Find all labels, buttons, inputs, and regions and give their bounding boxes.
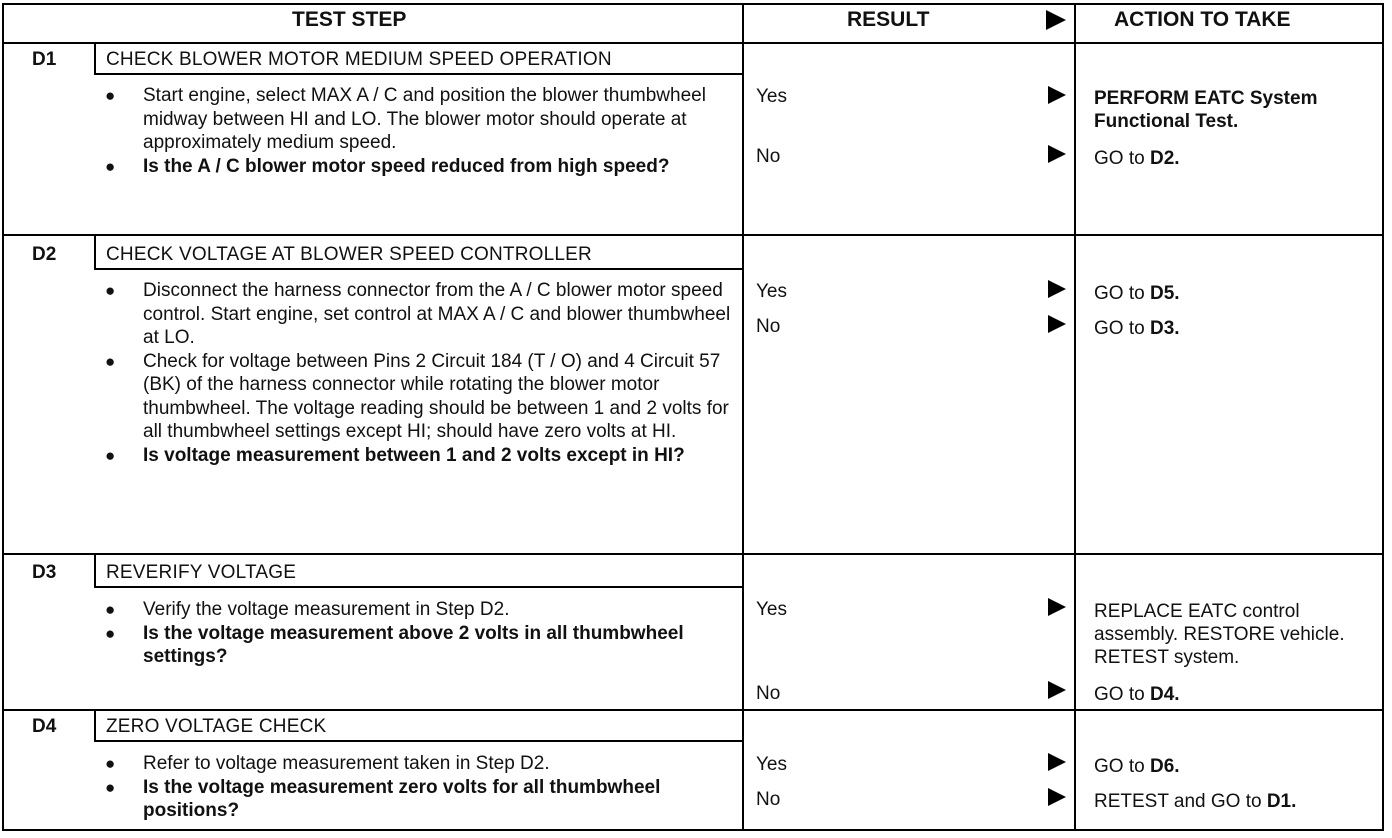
instruction-text: Verify the voltage measurement in Step D2. [143, 599, 510, 620]
arrow-icon [1048, 598, 1066, 616]
arrow-icon [1048, 315, 1066, 333]
step-code: D2 [32, 244, 57, 265]
bullet-icon: ● [105, 754, 116, 773]
result-no: No [756, 146, 781, 167]
step-title: CHECK BLOWER MOTOR MEDIUM SPEED OPERATION [106, 49, 612, 70]
step-instructions [104, 752, 744, 823]
arrow-icon [1048, 788, 1066, 806]
bullet-icon: ● [105, 445, 116, 465]
header-arrow-icon [1046, 10, 1066, 30]
bullet-icon: ● [105, 281, 116, 300]
action-text: GO to D4. [1094, 684, 1180, 705]
arrow-icon [1048, 86, 1066, 104]
header-action: ACTION TO TAKE [1114, 8, 1291, 31]
action-text: GO to D5. [1094, 283, 1180, 304]
bullet-icon: ● [105, 623, 116, 643]
bullet-icon: ● [105, 156, 116, 176]
result-no: No [756, 789, 781, 810]
bullet-icon: ● [105, 351, 116, 371]
header-test-step: TEST STEP [292, 8, 407, 31]
action-text: GO to D3. [1094, 318, 1180, 339]
arrow-icon [1048, 145, 1066, 163]
result-yes: Yes [756, 281, 787, 302]
step-instructions [104, 598, 744, 669]
step-title: ZERO VOLTAGE CHECK [106, 716, 327, 737]
arrow-icon [1048, 681, 1066, 699]
step-title: CHECK VOLTAGE AT BLOWER SPEED CONTROLLER [106, 244, 592, 265]
instruction-text: Refer to voltage measurement taken in Step D2. [143, 753, 550, 774]
question-text: Is the voltage measurement above 2 volts in all thumbwheel settings? [143, 622, 684, 667]
step-code: D1 [32, 49, 57, 70]
step-code: D3 [32, 562, 57, 583]
step-title: REVERIFY VOLTAGE [106, 562, 297, 583]
result-yes: Yes [756, 86, 787, 107]
step-instructions [104, 279, 744, 467]
action-text: GO to D6. [1094, 756, 1180, 777]
bullet-icon: ● [105, 86, 116, 105]
action-text: RETEST and GO to D1. [1094, 791, 1297, 812]
question-text: Is the voltage measurement zero volts for all thumbwheel positions? [143, 776, 661, 821]
instruction-text: Check for voltage between Pins 2 Circuit 184 (T / O) and 4 Circuit 57 (BK) of the harness connector while rotating the blower motor thumbwheel. The voltage reading should be between 1 and 2 volts for all thumbwheel settings except HI; should have zero volts at HI. [143, 350, 729, 442]
result-no: No [756, 683, 781, 704]
step-code: D4 [32, 716, 57, 737]
result-yes: Yes [756, 754, 787, 775]
header-result: RESULT [847, 8, 930, 31]
instruction-text: Disconnect the harness connector from the A / C blower motor speed control. Start engine, set control at MAX A / C and blower thumbwheel at LO. [143, 280, 731, 348]
action-text: PERFORM EATC System Functional Test. [1094, 88, 1318, 132]
step-instructions [104, 84, 744, 178]
question-text: Is voltage measurement between 1 and 2 volts except in HI? [143, 444, 685, 466]
result-yes: Yes [756, 599, 787, 620]
action-text: GO to D2. [1094, 148, 1180, 169]
arrow-icon [1048, 280, 1066, 298]
bullet-icon: ● [105, 777, 116, 797]
arrow-icon [1048, 753, 1066, 771]
question-text: Is the A / C blower motor speed reduced from high speed? [143, 155, 670, 177]
instruction-text: Start engine, select MAX A / C and position the blower thumbwheel midway between HI and LO. The blower motor should operate at approximately medium speed. [143, 85, 706, 153]
result-no: No [756, 316, 781, 337]
bullet-icon: ● [105, 600, 116, 619]
action-text: REPLACE EATC control assembly. RESTORE vehicle. RETEST system. [1094, 601, 1345, 668]
